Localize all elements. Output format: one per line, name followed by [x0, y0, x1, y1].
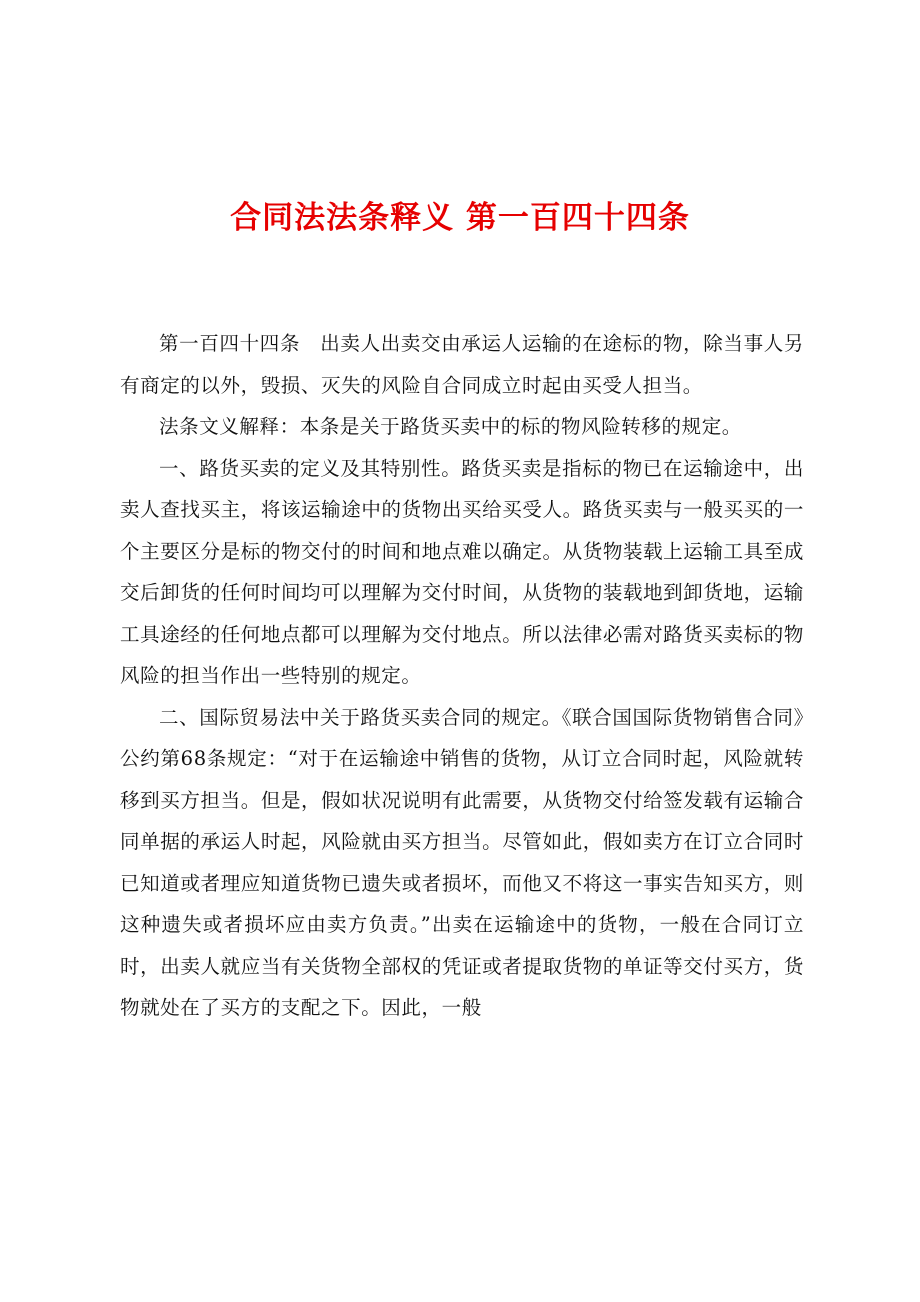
paragraph-article: 第一百四十四条 出卖人出卖交由承运人运输的在途标的物，除当事人另有商定的以外，毁损、灭失的风险自合同成立时起由买受人担当。: [120, 332, 804, 397]
document-title: 合同法法条释义 第一百四十四条: [230, 200, 690, 236]
document-body: [120, 323, 804, 1029]
paragraph-section-two: 二、国际贸易法中关于路货买卖合同的规定。《联合国国际货物销售合同》公约第68条规定：“对于在运输途中销售的货物，从订立合同时起，风险就转移到买方担当。但是，假如状况说明有此需要，从货物交付给签发载有运输合同单据的承运人时起，风险就由买方担当。尽管如此，假如卖方在订立合同时已知道或者理应知道货物已遗失或者损坏，而他又不将这一事实告知买方，则这种遗失或者损坏应由卖方负责。”出卖在运输途中的货物，一般在合同订立时，出卖人就应当有关货物全部权的凭证或者提取货物的单证等交付买方，货物就处在了买方的支配之下。因此，一般: [120, 705, 804, 1019]
paragraph-section-one: 一、路货买卖的定义及其特别性。路货买卖是指标的物已在运输途中，出卖人查找买主，将该运输途中的货物出买给买受人。路货买卖与一般买买的一个主要区分是标的物交付的时间和地点难以确定。从货物装载上运输工具至成交后卸货的任何时间均可以理解为交付时间，从货物的装载地到卸货地，运输工具途经的任何地点都可以理解为交付地点。所以法律必需对路货买卖标的物风险的担当作出一些特别的规定。: [120, 456, 804, 687]
paragraph-interpretation: 法条文义解释：本条是关于路货买卖中的标的物风险转移的规定。: [159, 415, 742, 438]
